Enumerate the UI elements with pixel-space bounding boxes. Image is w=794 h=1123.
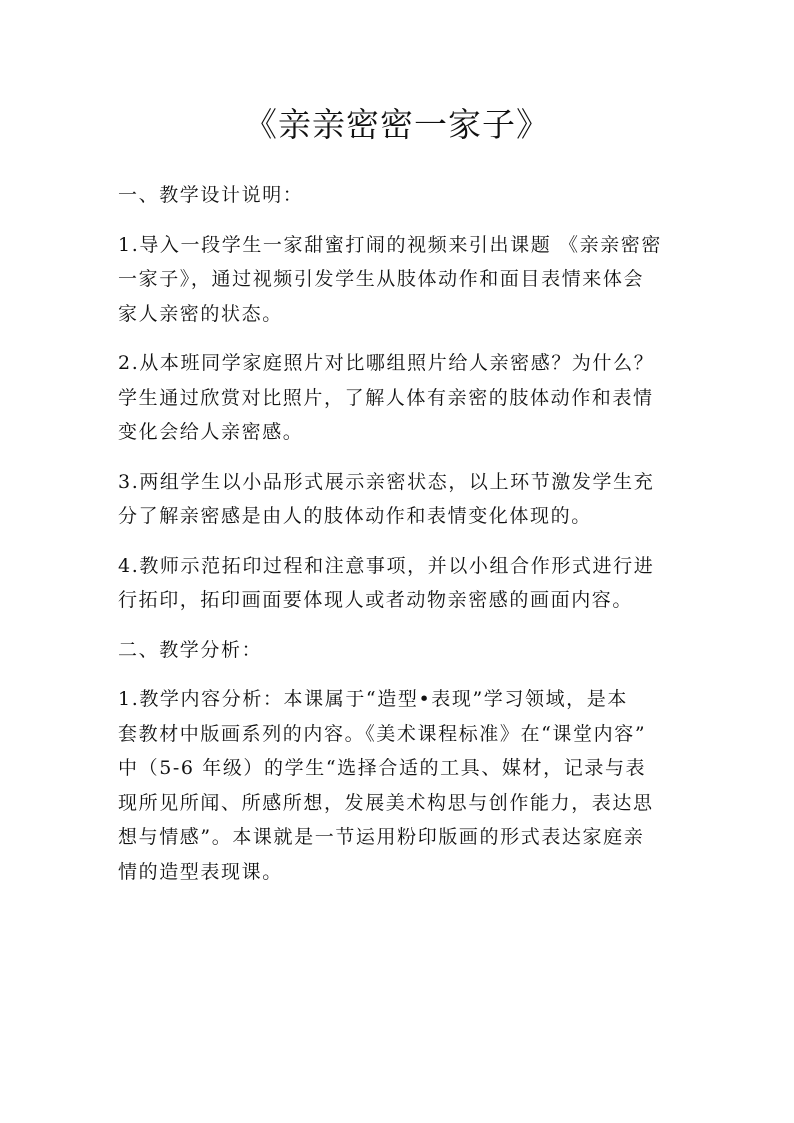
paragraph-gap <box>118 618 688 633</box>
paragraph-2-line-2: 学生通过欣赏对比照片，了解人体有亲密的肢体动作和表情 <box>118 386 654 409</box>
analysis-paragraph-line-2: 套教材中版画系列的内容。《美术课程标准》在“课堂内容” <box>118 722 647 745</box>
analysis-paragraph-line-6: 情的造型表现课。 <box>118 860 283 883</box>
paragraph-2-line-3: 变化会给人亲密感。 <box>118 421 304 443</box>
analysis-paragraph-line-5: 想与情感”。本课就是一节运用粉印版画的形式表达家庭亲 <box>118 826 645 848</box>
paragraph-gap <box>118 450 688 465</box>
paragraph-gap <box>118 667 688 682</box>
analysis-paragraph-line-4: 现所见所闻、所感所想，发展美术构思与创作能力，表达思 <box>118 791 654 814</box>
analysis-paragraph-line-1: 1.教学内容分析：本课属于“造型•表现”学习领域，是本 <box>118 688 628 710</box>
analysis-paragraph-line-3: 中（5-6 年级）的学生“选择合适的工具、媒材，记录与表 <box>118 757 647 779</box>
paragraph-3-line-1: 3.两组学生以小品形式展示亲密状态，以上环节激发学生充 <box>118 470 655 493</box>
document-title: 《亲亲密密一家子》 <box>244 105 550 144</box>
paragraph-1-line-1: 1.导入一段学生一家甜蜜打闹的视频来引出课题 《亲亲密密 <box>118 233 662 256</box>
paragraph-4-line-2: 行拓印，拓印画面要体现人或者动物亲密感的画面内容。 <box>118 589 634 611</box>
paragraph-2-line-1: 2.从本班同学家庭照片对比哪组照片给人亲密感？为什么？ <box>118 352 655 374</box>
paragraph-1-line-3: 家人亲密的状态。 <box>118 302 283 325</box>
paragraph-4-line-1: 4.教师示范拓印过程和注意事项，并以小组合作形式进行进 <box>118 554 655 577</box>
section-heading-teaching-analysis: 二、教学分析： <box>118 638 263 661</box>
document-body <box>118 178 688 889</box>
paragraph-gap <box>118 331 688 346</box>
paragraph-1-line-2: 一家子》，通过视频引发学生从肢体动作和面目表情来体会 <box>118 268 645 290</box>
paragraph-gap <box>118 534 688 549</box>
section-heading-teaching-design: 一、教学设计说明： <box>118 184 304 206</box>
paragraph-gap <box>118 213 688 228</box>
paragraph-3-line-2: 分了解亲密感是由人的肢体动作和表情变化体现的。 <box>118 505 592 527</box>
